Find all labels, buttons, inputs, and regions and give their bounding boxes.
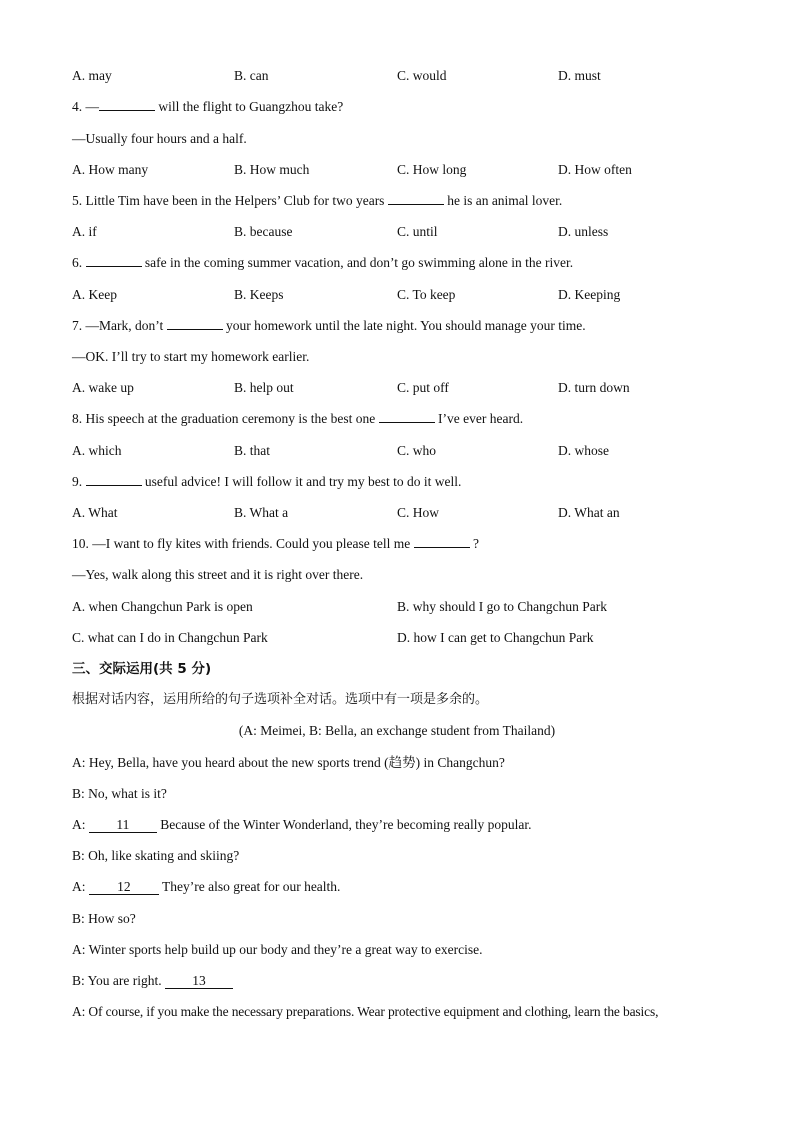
q7-question xyxy=(72,317,722,335)
q5-option-d: D. unless xyxy=(558,224,609,239)
q6-option-d: D. Keeping xyxy=(558,287,621,302)
q9-option-c: C. How xyxy=(397,505,440,520)
dialogue-line-2: B: No, what is it? xyxy=(72,786,167,801)
q6-option-c: C. To keep xyxy=(397,287,456,302)
q9-option-a: A. What xyxy=(72,505,118,520)
q9-option-b: B. What a xyxy=(234,505,289,520)
dialogue-line-5-text: They’re also great for our health. xyxy=(158,879,341,894)
q3-option-d: D. must xyxy=(558,68,601,83)
q8-options xyxy=(72,442,722,460)
q6-options xyxy=(72,286,722,304)
q7-options xyxy=(72,379,722,397)
q10-question xyxy=(72,535,722,553)
dialogue-roles: (A: Meimei, B: Bella, an exchange student from Thailand) xyxy=(238,723,556,738)
q3-option-c: C. would xyxy=(397,68,447,83)
q7-option-d: D. turn down xyxy=(558,380,630,395)
q8-option-b: B. that xyxy=(234,443,270,458)
q4-question xyxy=(72,98,722,116)
q5-question xyxy=(72,192,722,210)
blank-12: 12 xyxy=(89,880,159,895)
q3-option-b: B. can xyxy=(234,68,269,83)
q10-option-c: C. what can I do in Changchun Park xyxy=(72,630,268,645)
q10-suffix: ? xyxy=(469,536,479,551)
q4-blank xyxy=(99,110,155,111)
dialogue-line-3-text: Because of the Winter Wonderland, they’re becoming really popular. xyxy=(156,817,532,832)
q9-prefix: 9. xyxy=(72,474,86,489)
dialogue-line-7: A: Winter sports help build up our body and they’re a great way to exercise. xyxy=(72,942,483,957)
dialogue-line-3-speaker: A: xyxy=(72,817,89,832)
q9-options xyxy=(72,504,722,522)
q5-suffix: he is an animal lover. xyxy=(443,193,563,208)
q6-question xyxy=(72,254,722,272)
q6-suffix: safe in the coming summer vacation, and don’t go swimming alone in the river. xyxy=(141,255,574,270)
q7-suffix: your homework until the late night. You should manage your time. xyxy=(222,318,586,333)
q8-option-a: A. which xyxy=(72,443,122,458)
section-3-instruction: 根据对话内容，运用所给的句子选项补全对话。选项中有一项是多余的。 xyxy=(72,692,489,707)
q8-option-d: D. whose xyxy=(558,443,609,458)
dialogue-line-3 xyxy=(72,816,722,834)
section-3-title: 三、交际运用(共 5 分) xyxy=(72,661,212,677)
q6-option-b: B. Keeps xyxy=(234,287,284,302)
q8-question xyxy=(72,410,722,428)
q5-option-b: B. because xyxy=(234,224,293,239)
dialogue-line-9: A: Of course, if you make the necessary preparations. Wear protective equipment and clothing, learn the basics, xyxy=(72,1004,659,1019)
q9-question xyxy=(72,473,722,491)
q5-blank xyxy=(388,204,444,205)
q10-options-row-1 xyxy=(72,598,722,616)
q10-option-d: D. how I can get to Changchun Park xyxy=(397,630,594,645)
q10-blank xyxy=(414,547,470,548)
q3-options xyxy=(72,67,722,85)
q9-suffix: useful advice! I will follow it and try my best to do it well. xyxy=(141,474,462,489)
dialogue-line-5 xyxy=(72,878,722,896)
q5-options xyxy=(72,223,722,241)
q5-option-a: A. if xyxy=(72,224,97,239)
dialogue-line-6: B: How so? xyxy=(72,911,136,926)
blank-11: 11 xyxy=(89,818,157,833)
q6-blank xyxy=(86,266,142,267)
q4-answer-line: —Usually four hours and a half. xyxy=(72,131,247,146)
q10-option-b: B. why should I go to Changchun Park xyxy=(397,599,607,614)
dialogue-line-8-text: B: You are right. xyxy=(72,973,166,988)
q6-prefix: 6. xyxy=(72,255,86,270)
q4-prefix: 4. — xyxy=(72,99,99,114)
q4-options xyxy=(72,161,722,179)
q8-prefix: 8. His speech at the graduation ceremony is the best one xyxy=(72,411,379,426)
q7-option-c: C. put off xyxy=(397,380,449,395)
q8-blank xyxy=(379,422,435,423)
q8-option-c: C. who xyxy=(397,443,437,458)
q4-option-d: D. How often xyxy=(558,162,632,177)
dialogue-line-8 xyxy=(72,972,722,990)
q7-prefix: 7. —Mark, don’t xyxy=(72,318,167,333)
q10-option-a: A. when Changchun Park is open xyxy=(72,599,253,614)
q6-option-a: A. Keep xyxy=(72,287,117,302)
q3-option-a: A. may xyxy=(72,68,112,83)
q4-suffix: will the flight to Guangzhou take? xyxy=(155,99,344,114)
q5-prefix: 5. Little Tim have been in the Helpers’ Club for two years xyxy=(72,193,388,208)
dialogue-line-1: A: Hey, Bella, have you heard about the new sports trend (趋势) in Changchun? xyxy=(72,755,505,770)
blank-13: 13 xyxy=(165,974,233,989)
q4-option-b: B. How much xyxy=(234,162,310,177)
q4-option-c: C. How long xyxy=(397,162,467,177)
q9-blank xyxy=(86,485,142,486)
q9-option-d: D. What an xyxy=(558,505,620,520)
q4-option-a: A. How many xyxy=(72,162,149,177)
q7-option-b: B. help out xyxy=(234,380,294,395)
q7-blank xyxy=(167,329,223,330)
dialogue-line-5-speaker: A: xyxy=(72,879,89,894)
q7-answer-line: —OK. I’ll try to start my homework earlier. xyxy=(72,349,310,364)
q7-option-a: A. wake up xyxy=(72,380,134,395)
q10-answer-line: —Yes, walk along this street and it is right over there. xyxy=(72,567,364,582)
q5-option-c: C. until xyxy=(397,224,438,239)
q10-prefix: 10. —I want to fly kites with friends. Could you please tell me xyxy=(72,536,414,551)
dialogue-line-4: B: Oh, like skating and skiing? xyxy=(72,848,240,863)
q10-options-row-2 xyxy=(72,629,722,647)
q8-suffix: I’ve ever heard. xyxy=(434,411,524,426)
